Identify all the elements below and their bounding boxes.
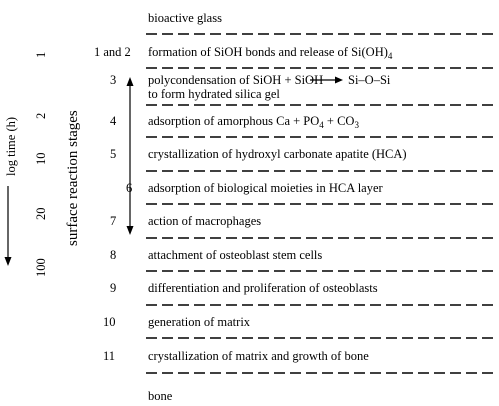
time-tick: 2 (34, 112, 48, 119)
stage-number: 11 (103, 349, 116, 363)
stage-number: 9 (110, 281, 117, 295)
stage-number: 6 (126, 181, 133, 195)
subscript: 3 (354, 120, 359, 130)
time-tick: 1 (34, 51, 48, 58)
stage-description: differentiation and proliferation of osteoblasts (148, 281, 378, 295)
subscript: 4 (387, 51, 393, 61)
stage-number: 10 (103, 315, 116, 329)
stage-description: attachment of osteoblast stem cells (148, 248, 323, 262)
top-label: bioactive glass (148, 11, 222, 25)
stage-description (148, 114, 359, 128)
down-arrow-icon (5, 186, 12, 266)
axis-title: surface reaction stages (65, 110, 81, 246)
time-axis-label: log time (h) (4, 116, 18, 176)
time-tick: 10 (34, 152, 48, 165)
subscript: 4 (319, 120, 324, 130)
double-arrow-icon (127, 77, 134, 235)
stage-description: generation of matrix (148, 315, 251, 329)
stage-description: adsorption of biological moieties in HCA layer (148, 181, 383, 195)
stage-number: 7 (110, 214, 117, 228)
stage-text: + CO (323, 114, 355, 128)
time-tick: 20 (34, 207, 48, 220)
stage-text: adsorption of amorphous Ca + PO (148, 114, 320, 128)
stage-number: 4 (110, 114, 117, 128)
stage-description: crystallization of matrix and growth of bone (148, 349, 369, 363)
stage-description-line2: to form hydrated silica gel (148, 87, 280, 101)
stage-description: action of macrophages (148, 214, 262, 228)
stage-description (148, 45, 392, 59)
bottom-label: bone (148, 389, 173, 403)
stage-description: crystallization of hydroxyl carbonate apatite (HCA) (148, 147, 407, 161)
stage-number: 8 (110, 248, 117, 262)
stage-text: formation of SiOH bonds and release of Si(OH) (148, 45, 388, 59)
time-tick: 100 (34, 258, 48, 277)
stage-number: 3 (110, 73, 117, 87)
stage-number: 5 (110, 147, 117, 161)
stage-number: 1 and 2 (94, 45, 131, 59)
stage-product: Si–O–Si (348, 73, 391, 87)
stage-description: polycondensation of SiOH + SiOH (148, 73, 324, 87)
